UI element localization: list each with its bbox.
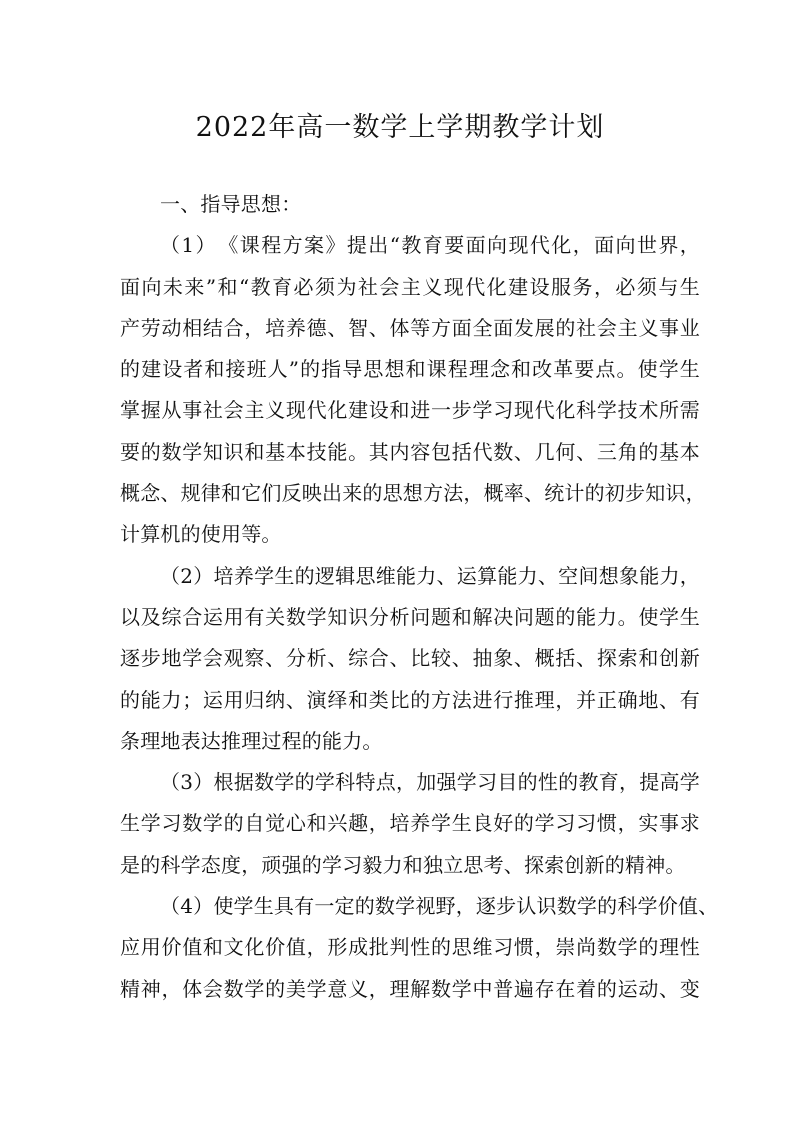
paragraph-line: （4）使学生具有一定的数学视野，逐步认识数学的科学价值、 xyxy=(160,894,719,919)
paragraph-line: 应用价值和文化价值，形成批判性的思维习惯，崇尚数学的理性 xyxy=(120,935,700,960)
paragraph-line: 以及综合运用有关数学知识分析问题和解决问题的能力。使学生 xyxy=(120,604,700,629)
paragraph-line: 产劳动相结合，培养德、智、体等方面全面发展的社会主义事业 xyxy=(120,315,700,340)
paragraph-line: （2）培养学生的逻辑思维能力、运算能力、空间想象能力， xyxy=(160,563,700,588)
paragraph-1 xyxy=(120,225,706,555)
paragraph-3 xyxy=(120,762,700,886)
page-title: 2022年高一数学上学期教学计划 xyxy=(195,112,605,143)
paragraph-line: 掌握从事社会主义现代化建设和进一步学习现代化科学技术所需 xyxy=(120,398,700,423)
paragraph-2 xyxy=(120,556,700,762)
paragraph-line: 的建设者和接班人”的指导思想和课程理念和改革要点。使学生 xyxy=(120,357,700,382)
paragraph-line: 要的数学知识和基本技能。其内容包括代数、几何、三角的基本 xyxy=(120,439,700,464)
paragraph-line: 生学习数学的自觉心和兴趣，培养学生良好的学习习惯，实事求 xyxy=(120,811,700,836)
paragraph-line: 面向未来”和“教育必须为社会主义现代化建设服务，必须与生 xyxy=(120,274,700,299)
paragraph-line: 逐步地学会观察、分析、综合、比较、抽象、概括、探索和创新 xyxy=(120,646,700,671)
document-body xyxy=(120,184,719,1010)
paragraph-line: 概念、规律和它们反映出来的思想方法，概率、统计的初步知识， xyxy=(120,481,706,506)
paragraph-4 xyxy=(120,886,719,1010)
paragraph-line: 的能力；运用归纳、演绎和类比的方法进行推理，并正确地、有 xyxy=(120,687,700,712)
paragraph-line: 精神，体会数学的美学意义，理解数学中普遍存在着的运动、变 xyxy=(120,976,700,1001)
paragraph-line: 计算机的使用等。 xyxy=(120,522,282,547)
paragraph-line: 是的科学态度，顽强的学习毅力和独立思考、探索创新的精神。 xyxy=(120,852,686,877)
section-heading: 一、指导思想： xyxy=(160,192,302,216)
paragraph-line: （1） 《课程方案》提出“教育要面向现代化，面向世界， xyxy=(160,233,700,258)
paragraph-line: 条理地表达推理过程的能力。 xyxy=(120,728,383,753)
paragraph-line: （3）根据数学的学科特点，加强学习目的性的教育，提高学 xyxy=(160,770,700,795)
